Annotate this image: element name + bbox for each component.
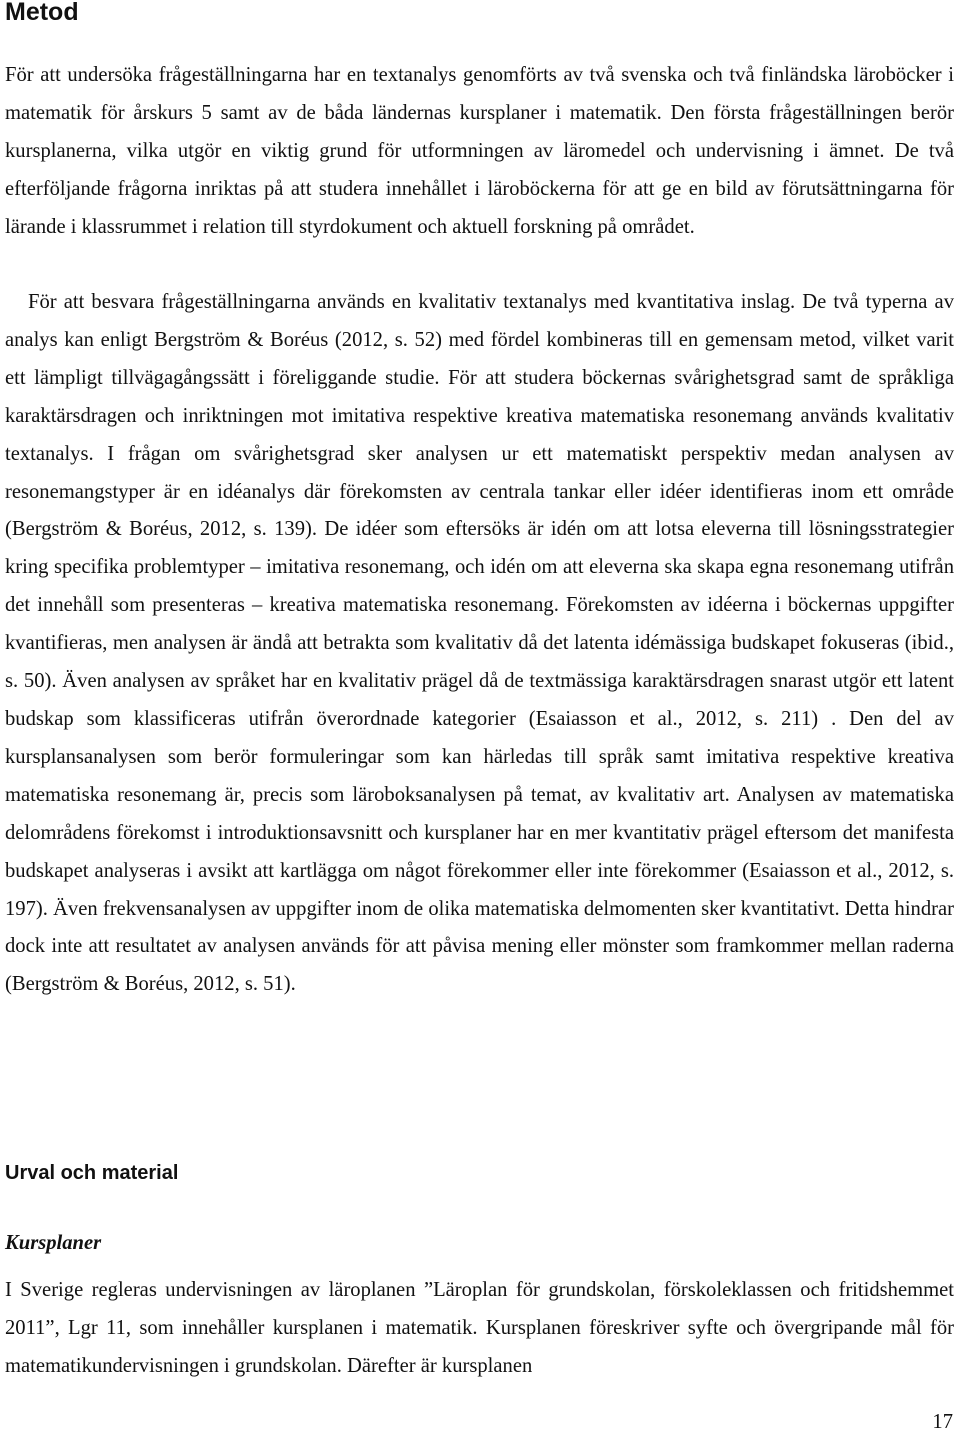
page-number: 17 bbox=[932, 1411, 953, 1433]
subsection-heading: Urval och material bbox=[5, 1162, 179, 1184]
subsubsection-heading: Kursplaner bbox=[5, 1232, 102, 1254]
paragraph-kursplaner: I Sverige regleras undervisningen av läroplanen ”Läroplan för grundskolan, förskoleklassen och fritidshemmet 2011”, Lgr 11, som innehåller kursplanen i matematik. Kursplanen föreskriver syfte och övergripande mål för matematikundervisningen i grundskolan. Därefter är kursplanen bbox=[5, 1279, 954, 1377]
paragraph-intro: För att undersöka frågeställningarna har en textanalys genomförts av två svenska och två finländska läroböcker i matematik för årskurs 5 samt av de båda ländernas kursplaner i matematik. Den första frågeställningen berör kursplanerna, vilka utgör en viktig grund för utformningen av läromedel och undervisning i ämnet. De två efterföljande frågorna inriktas på att studera innehållet i läroböckerna för att ge en bild av förutsättningarna för lärande i klassrummet i relation till styrdokument och aktuell forskning på området. bbox=[5, 64, 954, 238]
section-heading: Metod bbox=[5, 0, 79, 26]
paragraph-method: För att besvara frågeställningarna används en kvalitativ textanalys med kvantitativa inslag. De två typerna av analys kan enligt Bergström & Boréus (2012, s. 52) med fördel kombineras till en gemensam metod, vilket varit ett lämpligt tillvägagångssätt i föreliggande studie. För att studera böckernas svårighetsgrad samt de språkliga karaktärsdragen och inriktningen mot imitativa respektive kreativa matematiska resonemang används kvalitativ textanalys. I frågan om svårighetsgrad sker analysen ur ett matematiskt perspektiv medan analysen av resonemangstyper är en idéanalys där förekomsten av centrala tankar eller idéer identifieras inom ett område (Bergström & Boréus, 2012, s. 139). De idéer som eftersöks är idén om att lotsa eleverna till lösningsstrategier kring specifika problemtyper – imitativa resonemang, och idén om att eleverna ska skapa egna resonemang utifrån det innehåll som presenteras – kreativa matematiska resonemang. Förekomsten av idéerna i böckernas uppgifter kvantifieras, men analysen är ändå att betrakta som kvalitativ då det latenta idémässiga budskapet fokuseras (ibid., s. 50). Även analysen av språket har en kvalitativ prägel då de textmässiga karaktärsdragen snarast utgör ett latent budskap som klassificeras utifrån överordnade kategorier (Esaiasson et al., 2012, s. 211) . Den del av kursplansanalysen som berör formuleringar som kan härledas till språk samt imitativa respektive kreativa matematiska resonemang är, precis som läroboksanalysen på temat, av kvalitativ art. Analysen av matematiska delområdens förekomst i introduktionsavsnitt och kursplaner har en mer kvantitativ prägel eftersom det manifesta budskapet analyseras i avsikt att kartlägga om något förekommer eller inte förekommer (Esaiasson et al., 2012, s. 197). Även frekvensanalysen av uppgifter inom de olika matematiska delmomenten sker kvantitativt. Detta hindrar dock inte att resultatet av analysen används för att påvisa mening eller mönster som framkommer mellan raderna (Bergström & Boréus, 2012, s. 51). bbox=[5, 291, 954, 996]
